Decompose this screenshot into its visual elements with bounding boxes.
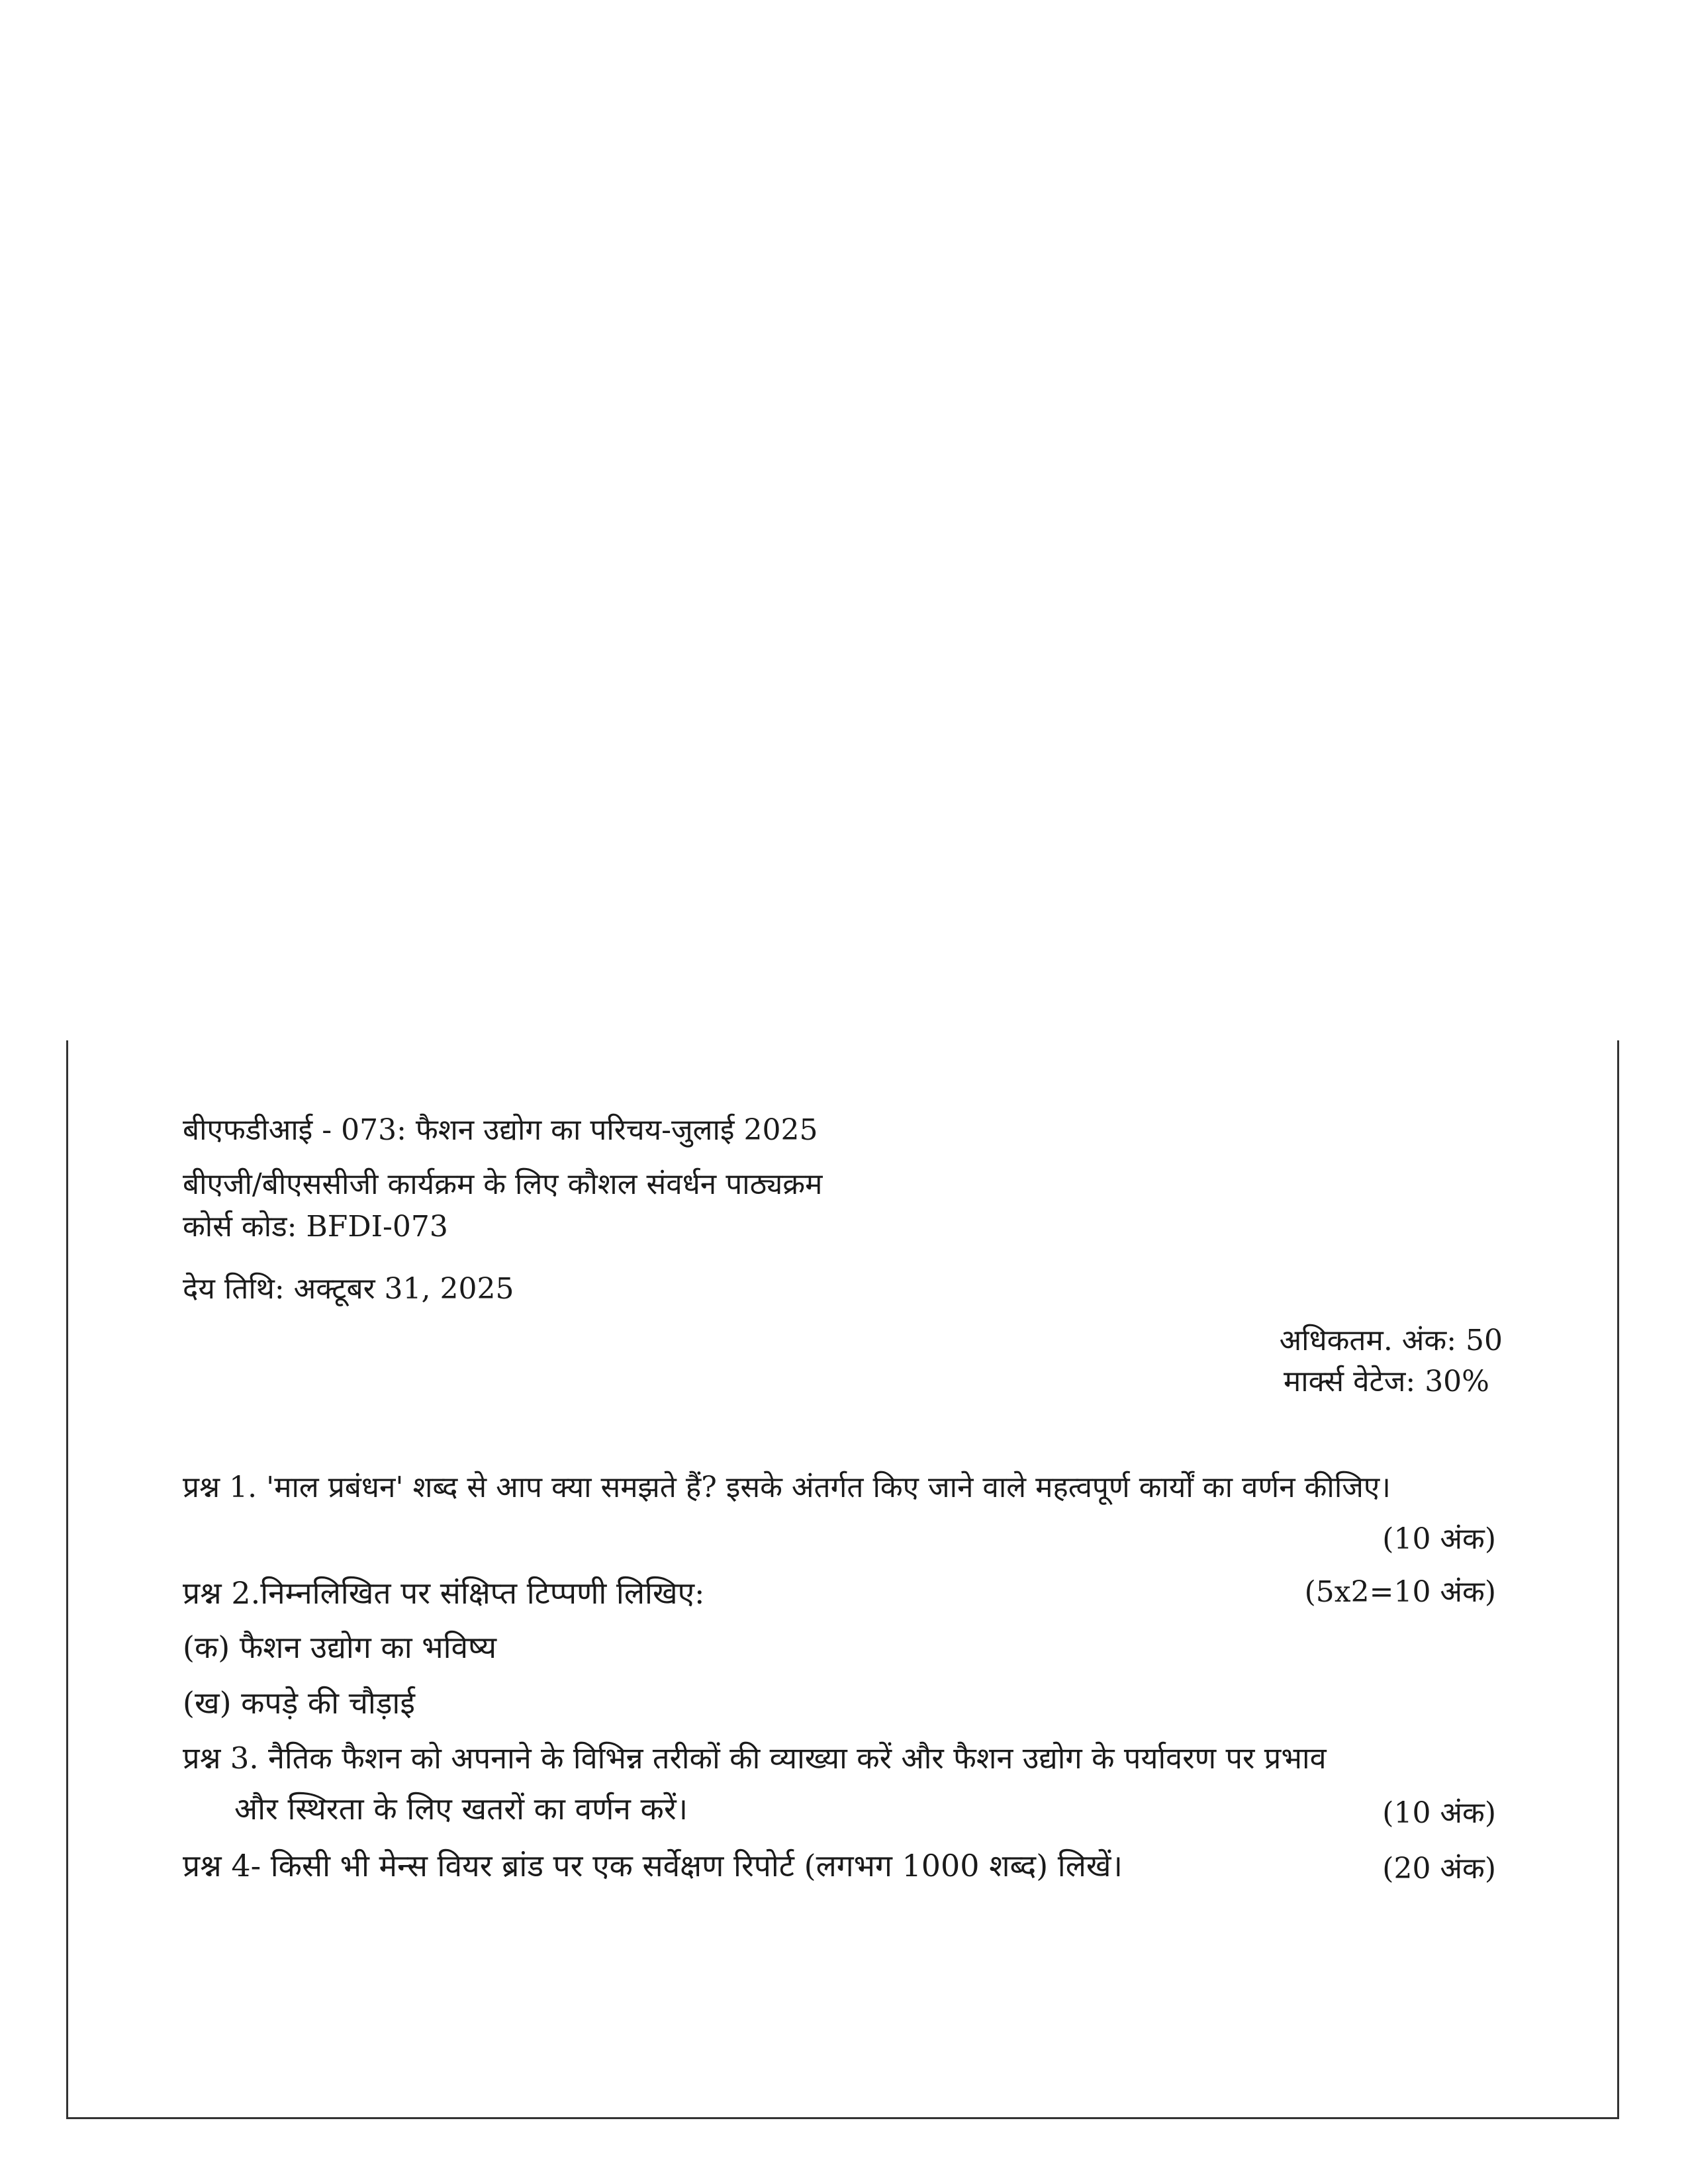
question-1: प्रश्न 1. 'माल प्रबंधन' शब्द से आप क्या समझते हैं? इसके अंतर्गत किए जाने वाले महत्वपूर्ण कार्यों का वर्णन कीजिए। xyxy=(183,1471,1391,1504)
question-3-continued: और स्थिरता के लिए खतरों का वर्णन करें। xyxy=(234,1791,688,1827)
question-4: प्रश्न 4- किसी भी मेन्स वियर ब्रांड पर एक सर्वेक्षण रिपोर्ट (लगभग 1000 शब्द) लिखें। xyxy=(183,1848,1123,1884)
due-date: देय तिथि: अक्टूबर 31, 2025 xyxy=(183,1272,514,1306)
question-4-marks: (20 अंक) xyxy=(1382,1852,1496,1886)
question-3: प्रश्न 3. नैतिक फैशन को अपनाने के विभिन्न तरीकों की व्याख्या करें और फैशन उद्योग के पर्यावरण पर प्रभाव xyxy=(183,1741,1327,1776)
question-1-marks: (10 अंक) xyxy=(1382,1522,1496,1556)
question-2-marks: (5x2=10 अंक) xyxy=(1304,1575,1496,1609)
question-2-part-a: (क) फैशन उद्योग का भविष्य xyxy=(183,1629,497,1665)
marks-weightage: मार्क्स वेटेज: 30% xyxy=(1283,1365,1489,1398)
programme-line: बीएजी/बीएससीजी कार्यक्रम के लिए कौशल संवर्धन पाठ्यक्रम xyxy=(183,1167,823,1201)
question-2-part-b: (ख) कपड़े की चौड़ाई xyxy=(183,1685,415,1721)
course-title: बीएफडीआई - 073: फैशन उद्योग का परिचय-जुलाई 2025 xyxy=(183,1113,818,1147)
question-2: प्रश्न 2.निम्नलिखित पर संक्षिप्त टिप्पणी लिखिए: xyxy=(183,1575,705,1611)
question-3-marks: (10 अंक) xyxy=(1382,1796,1496,1830)
max-marks: अधिकतम. अंक: 50 xyxy=(1279,1324,1503,1357)
course-code: कोर्स कोड: BFDI-073 xyxy=(183,1210,448,1244)
